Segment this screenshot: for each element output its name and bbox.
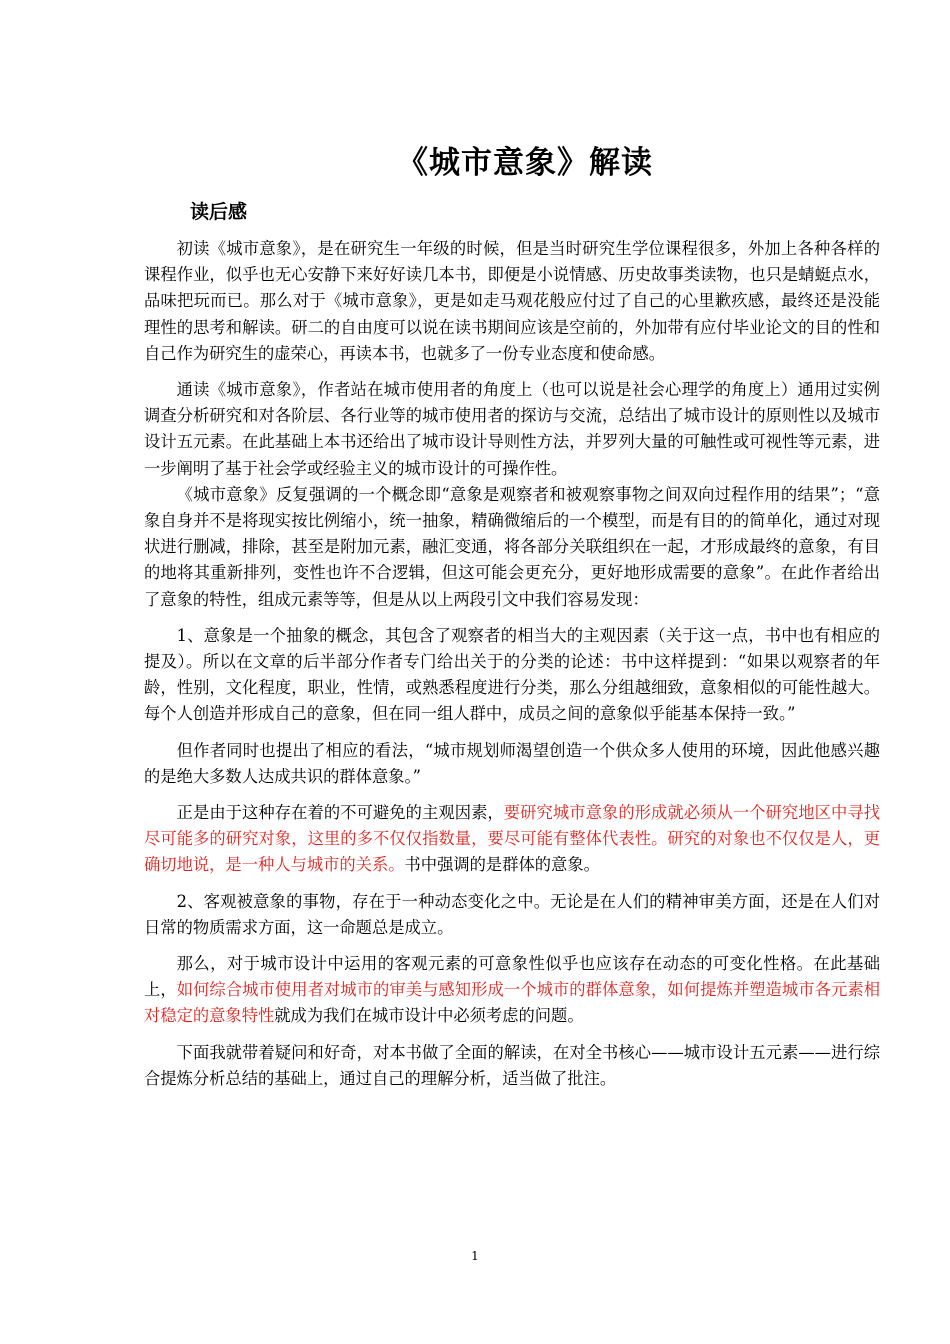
paragraph-3	[144, 482, 880, 613]
paragraph-8	[144, 951, 880, 1030]
paragraph-5-text: 但作者同时也提出了相应的看法，“城市规划师渴望创造一个供众多人使用的环境，因此他感兴趣的是绝大多数人达成共识的群体意象。”	[144, 740, 880, 786]
paragraph-7-text: 2、客观被意象的事物，存在于一种动态变化之中。无论是在人们的精神审美方面，还是在人们对日常的物质需求方面，这一命题总是成立。	[144, 891, 880, 937]
paragraph-9	[144, 1040, 880, 1092]
paragraph-8-text-start: 那么，对于城市设计中运用的客观元素的可意象性似乎也应该存在动态的可变化性格。在此基础上，	[144, 954, 880, 1000]
document-body	[144, 236, 880, 1102]
paragraph-4-text: 1、意象是一个抽象的概念，其包含了观察者的相当大的主观因素（关于这一点，书中也有相应的提及）。所以在文章的后半部分作者专门给出关于的分类的论述：书中这样提到：“如果以观察者的年龄，性别，文化程度，职业，性情，或熟悉程度进行分类，那么分组越细致，意象相似的可能性越大。每个人创造并形成自己的意象，但在同一组人群中，成员之间的意象似乎能基本保持一致。”	[144, 625, 880, 724]
section-subtitle: 读后感	[190, 201, 248, 223]
paragraph-4	[144, 623, 880, 728]
paragraph-1-text: 初读《城市意象》，是在研究生一年级的时候，但是当时研究生学位课程很多，外加上各种各样的课程作业，似乎也无心安静下来好好读几本书，即便是小说情感、历史故事类读物，也只是蜻蜓点水，品味把玩而已。那么对于《城市意象》，更是如走马观花般应付过了自己的心里歉疚感，最终还是没能理性的思考和解读。研二的自由度可以说在读书期间应该是空前的，外加带有应付毕业论文的目的性和自己作为研究生的虚荣心，再读本书，也就多了一份专业态度和使命感。	[144, 239, 880, 363]
paragraph-6-highlight: 要研究城市意象的形成就必须从一个研究地区中寻找尽可能多的研究对象，这里的多不仅仅指数量，要尽可能有整体代表性。研究的对象也不仅仅是人，更确切地说，是一种人与城市的关系。	[144, 803, 880, 875]
page-number: 1	[471, 1249, 479, 1263]
paragraph-1	[144, 236, 880, 367]
paragraph-5	[144, 738, 880, 790]
paragraph-9-text: 下面我就带着疑问和好奇，对本书做了全面的解读，在对全书核心——城市设计五元素——进行综合提炼分析总结的基础上，通过自己的理解分析，适当做了批注。	[144, 1042, 880, 1088]
paragraph-8-highlight: 如何综合城市使用者对城市的审美与感知形成一个城市的群体意象，如何提炼并塑造城市各元素相对稳定的意象特性	[144, 980, 880, 1026]
paragraph-8-text-end: 就成为我们在城市设计中必须考虑的问题。	[274, 1006, 584, 1026]
paragraph-2	[144, 377, 880, 482]
paragraph-3-text: 《城市意象》反复强调的一个概念即“意象是观察者和被观察事物之间双向过程作用的结果”；“意象自身并不是将现实按比例缩小，统一抽象，精确微缩后的一个模型，而是有目的的简单化，通过对现状进行删减，排除，甚至是附加元素，融汇变通，将各部分关联组织在一起，才形成最终的意象，有目的地将其重新排列，变性也许不合逻辑，但这可能会更充分，更好地形成需要的意象”。在此作者给出了意象的特性，组成元素等等，但是从以上两段引文中我们容易发现：	[144, 484, 880, 609]
paragraph-2-text: 通读《城市意象》，作者站在城市使用者的角度上（也可以说是社会心理学的角度上）通用过实例调查分析研究和对各阶层、各行业等的城市使用者的探访与交流，总结出了城市设计的原则性以及城市设计五元素。在此基础上本书还给出了城市设计导则性方法，并罗列大量的可触性或可视性等元素，进一步阐明了基于社会学或经验主义的城市设计的可操作性。	[144, 380, 880, 478]
paragraph-7	[144, 889, 880, 941]
paragraph-6-text-start: 正是由于这种存在着的不可避免的主观因素，	[176, 803, 504, 823]
paragraph-6	[144, 800, 880, 879]
page-title: 《城市意象》解读	[397, 145, 653, 181]
paragraph-6-text-end: 书中强调的是群体的意象。	[404, 855, 600, 875]
